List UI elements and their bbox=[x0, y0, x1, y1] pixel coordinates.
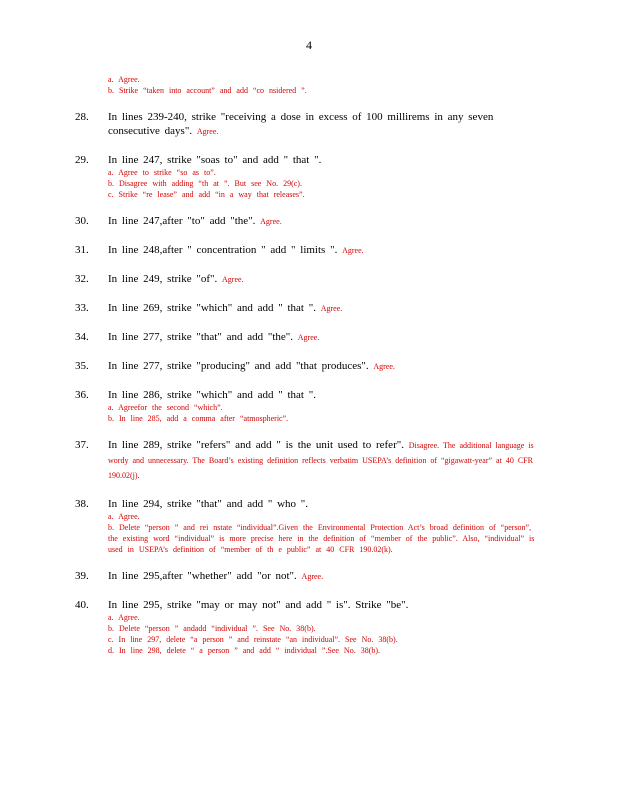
comment-item-28 bbox=[75, 110, 545, 139]
item-number: 37. bbox=[75, 439, 89, 451]
subitem: a. Agreefor the second “which”. bbox=[108, 403, 223, 412]
item-text: In line 247, strike "soas to" and add " that ". bbox=[108, 154, 322, 166]
board-response: Agree. bbox=[196, 127, 219, 136]
lead-subitems bbox=[75, 74, 545, 96]
comment-item-29 bbox=[75, 153, 545, 200]
board-response: Agree. bbox=[222, 275, 244, 284]
comment-item-36 bbox=[75, 388, 545, 424]
document-body bbox=[75, 74, 545, 670]
board-response: Agree. bbox=[260, 217, 282, 226]
subitem: b. Delete “person ” andadd “individual ”. See No. 38(b). bbox=[108, 624, 316, 633]
subitem: b. Strike “taken into account” and add “co nsidered ”. bbox=[108, 86, 307, 95]
item-text: In line 295, strike "may or may not" and add " is". Strike "be". bbox=[108, 599, 409, 611]
board-response: Disagree. The additional language is wordy and unnecessary. The Board’s existing definition reflects verbatim USEPA’s definition of “gigawatt-year” at 40 CFR 190.02(j). bbox=[108, 441, 534, 480]
comment-item-38 bbox=[75, 497, 545, 555]
item-text: In line 249, strike "of". Agree. bbox=[108, 273, 244, 285]
item-number: 28. bbox=[75, 111, 89, 123]
comment-item-37 bbox=[75, 438, 545, 483]
item-number: 35. bbox=[75, 360, 89, 372]
subitem: b. Disagree with adding “th at ”. But see No. 29(c). bbox=[108, 179, 302, 188]
subitem: b. Delete “person ” and rei nstate “individual”.Given the Environmental Protection Act’s broad definition of “person”, the existing word “individual” is more precise here in the definition of “member of the public”. Also, “individual” is used in USEPA’s definition of “member of th e public” at 40 CFR 190.02(k). bbox=[108, 523, 535, 554]
item-text: In line 294, strike "that" and add " who ". bbox=[108, 498, 309, 510]
comment-item-31 bbox=[75, 243, 545, 258]
item-number: 36. bbox=[75, 389, 89, 401]
item-text: In line 295,after "whether" add "or not". Agree. bbox=[108, 570, 324, 582]
comment-item-40 bbox=[75, 598, 545, 656]
board-response: Agree. bbox=[297, 333, 320, 342]
item-number: 31. bbox=[75, 244, 89, 256]
item-number: 39. bbox=[75, 570, 89, 582]
board-response: Agree. bbox=[373, 362, 395, 371]
subitem: a. Agree to strike “so as to”. bbox=[108, 168, 216, 177]
board-response: Agree. bbox=[342, 246, 364, 255]
subitem: b. In line 285, add a comma after “atmospheric”. bbox=[108, 414, 289, 423]
item-text: In line 248,after " concentration " add " limits ". Agree. bbox=[108, 244, 364, 256]
comment-item-33 bbox=[75, 301, 545, 316]
comment-item-34 bbox=[75, 330, 545, 345]
item-number: 40. bbox=[75, 599, 89, 611]
item-text: In lines 239-240, strike "receiving a dose in excess of 100 millirems in any seven consecutive days". Agree. bbox=[108, 111, 494, 137]
item-text: In line 289, strike "refers" and add " is the unit used to refer". Disagree. The additional language is wordy and unnecessary. The Board’s existing definition reflects verbatim USEPA’s definition of “gigawatt-year” at 40 CFR 190.02(j). bbox=[108, 439, 534, 480]
subitem: a. Agree. bbox=[108, 75, 140, 84]
item-number: 38. bbox=[75, 498, 89, 510]
item-text: In line 277, strike "producing" and add "that produces". Agree. bbox=[108, 360, 395, 372]
comment-item-30 bbox=[75, 214, 545, 229]
item-text: In line 269, strike "which" and add " that ". Agree. bbox=[108, 302, 343, 314]
item-number: 33. bbox=[75, 302, 89, 314]
subitem: a. Agree. bbox=[108, 613, 140, 622]
board-response: Agree. bbox=[301, 572, 324, 581]
comment-item-32 bbox=[75, 272, 545, 287]
subitem: d. In line 298, delete “ a person ” and add “ individual ”.See No. 38(b). bbox=[108, 646, 381, 655]
item-text: In line 286, strike "which" and add " that ". bbox=[108, 389, 316, 401]
board-response: Agree. bbox=[320, 304, 343, 313]
subitem: c. Strike “re lease” and add “in a way that releases”. bbox=[108, 190, 305, 199]
item-text: In line 247,after "to" add "the". Agree. bbox=[108, 215, 282, 227]
subitem: a. Agree. bbox=[108, 512, 140, 521]
item-number: 30. bbox=[75, 215, 89, 227]
item-text: In line 277, strike "that" and add "the". Agree. bbox=[108, 331, 320, 343]
comment-item-39 bbox=[75, 569, 545, 584]
page-number: 4 bbox=[306, 38, 312, 52]
item-number: 34. bbox=[75, 331, 89, 343]
item-number: 32. bbox=[75, 273, 89, 285]
item-number: 29. bbox=[75, 154, 89, 166]
comment-item-35 bbox=[75, 359, 545, 374]
subitem: c. In line 297, delete “a person ” and reinstate “an individual”. See No. 38(b). bbox=[108, 635, 398, 644]
